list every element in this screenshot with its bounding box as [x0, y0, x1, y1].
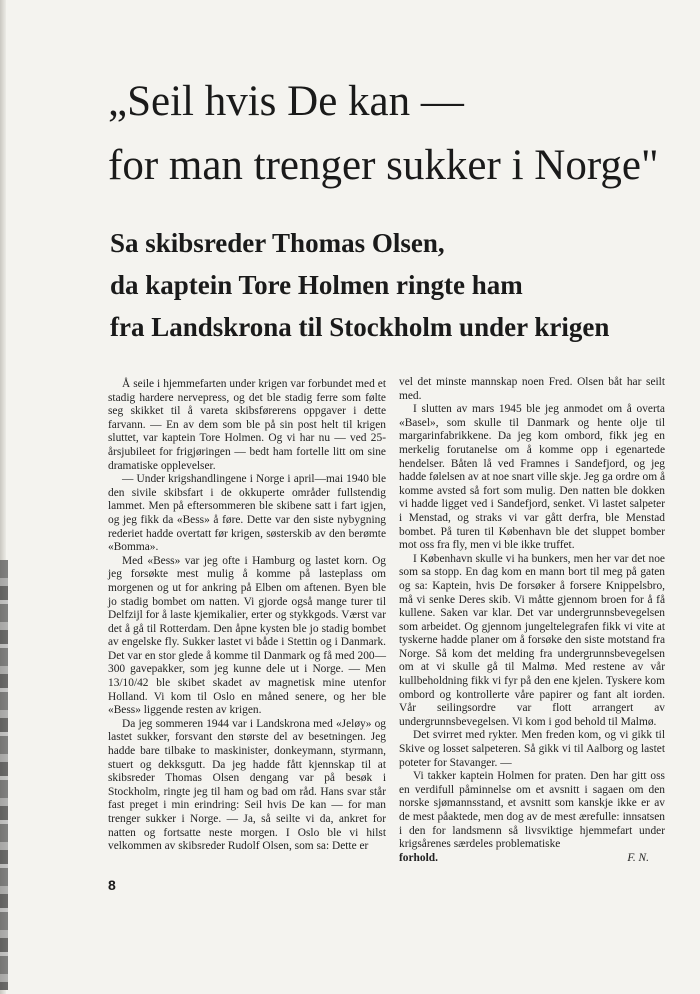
- right-column: [399, 376, 665, 865]
- article-subtitle: [110, 222, 670, 348]
- left-column: [108, 378, 386, 854]
- closing-word: forhold.: [399, 851, 438, 864]
- author-initials: F. N.: [627, 851, 649, 864]
- title-line-2: for man trenger sukker i Norge": [108, 142, 659, 189]
- binding-edge: [0, 560, 8, 990]
- paragraph: Vi takker kaptein Holmen for praten. Den har gitt oss en verdifull påminnelse om et avsnitt i sagaen om den norske sjømannsstand, et avsnitt som kanskje ikke er av de mest påaktede, men dog av de mest ærefulle: innsatsen i den for landsmenn så livsviktige hjemmefart under krigsårenes særdeles problematiske: [399, 770, 665, 851]
- paragraph: Det svirret med rykter. Men freden kom, og vi gikk til Skive og losset salpeteren. Så gikk vi til Aalborg og lastet poteter for Stavanger. —: [399, 729, 665, 769]
- paragraph: Da jeg sommeren 1944 var i Landskrona med «Jeløy» og lastet sukker, forsvant den største del av besetningen. Jeg hadde bare tilbake to maskinister, donkeymann, styrmann, stuert og dekksgutt. Da jeg hadde fått kjennskap til at skibsreder Thomas Olsen dengang var på besøk i Stockholm, ringte jeg til ham og bad om råd. Hans svar står fast preget i min erindring: Seil hvis De kan — for man trenger sukker i Norge. — Ja, så seilte vi da, ankret for natten og fortsatte neste morgen. I Oslo ble vi hilst velkommen av skibsreder Rudolf Olsen, som sa: Dette er: [108, 717, 386, 853]
- subtitle-line-3: fra Landskrona til Stockholm under krigen: [110, 312, 610, 342]
- subtitle-line-1: Sa skibsreder Thomas Olsen,: [110, 228, 445, 258]
- subtitle-line-2: da kaptein Tore Holmen ringte ham: [110, 270, 523, 300]
- paragraph: Å seile i hjemmefarten under krigen var forbundet med et stadig hardere nervepress, og det ble stadig ferre som følte seg skikket til å vareta skibsførerens oppgaver i dette farvann. — En av dem som ble på sin post helt til krigen sluttet, var kaptein Tore Holmen. Og vi har nu — ved 25-årsjubileet for frigjøringen — bedt ham fortelle litt om sine dramatiske opplevelser.: [108, 378, 386, 472]
- title-line-1: „Seil hvis De kan —: [108, 78, 464, 125]
- closing-line: [399, 852, 665, 866]
- paragraph: — Under krigshandlingene i Norge i april—mai 1940 ble den sivile skibsfart i de okkuperte områder fullstendig lammet. Men på eftersommeren ble skibene satt i fart igjen, og jeg fikk da «Bess» å føre. Dette var den siste nybygning rederiet hadde overtatt før krigen, søsterskib av den berømte «Bomma».: [108, 473, 386, 554]
- article-title: [108, 70, 688, 198]
- paragraph: I København skulle vi ha bunkers, men her var det noe som sa stopp. En dag kom en mann bort til meg på gaten og sa: Kaptein, hvis De forsøker å forsere Knippelsbro, må vi senke Deres skib. Vi måtte gjennom broen for å få kullene. Saken var klar. Det var undergrunnsbevegelsen som arbeidet. Og gjennom jungeltelegrafen fikk vi vite at tyskerne hadde planer om å forsøke den siste motstand fra Norge. Så kom det melding fra undergrunnsbevegelsen om at vi skulle gå til Malmø. Med restene av vår kullbeholdning fikk vi fyr på den ene kjelen. Tyskere kom ombord og kontrollerte våre papirer og fant alt iorden. Vår seilingsordre var flott arrangert av undergrunnsbevegelsen. Vi kom i god behold til Malmø.: [399, 552, 665, 728]
- paragraph: Med «Bess» var jeg ofte i Hamburg og lastet korn. Og jeg forsøkte mest mulig å komme på lasteplass om morgenen og ut for ankring på Elben om aftenen. Byen ble jo stadig bombet om natten. Vi gjorde også mange turer til Delfzijl for å laste kjemikalier, erter og stykkgods. Værst var det å gå til Rotterdam. Den åpne kysten ble jo stadig bombet av engelske fly. Sukker lastet vi både i Stettin og i Danmark. Det var en stor glede å komme til Danmark og få med 200—300 gavepakker, som jeg kunne dele ut i Norge. — Men 13/10/42 ble skibet skadet av magnetisk mine utenfor Holland. Vi kom til Oslo en måned senere, og her ble «Bess» liggende resten av krigen.: [108, 554, 386, 717]
- paragraph: vel det minste mannskap noen Fred. Olsen båt har seilt med.: [399, 376, 665, 402]
- page-number: 8: [108, 877, 116, 893]
- paragraph: I slutten av mars 1945 ble jeg anmodet om å overta «Basel», som skulle til Danmark og hente olje til margarinfabrikkene. Da jeg kom ombord, fikk jeg en merkelig forutanelse om å komme opp i egenartede hendelser. Båten lå ved Framnes i Sandefjord, og jeg hadde følelsen av at noe snart ville skje. Jeg ga ordre om å komme avsted så fort som mulig. Den natten ble dokken vi hadde ligget ved i Sandefjord, senket. Vi lastet salpeter i Menstad, og straks vi var gått derfra, ble Menstad bombet. På turen til København ble det sluppet bomber mot oss fra fly, men vi ble ikke truffet.: [399, 403, 666, 552]
